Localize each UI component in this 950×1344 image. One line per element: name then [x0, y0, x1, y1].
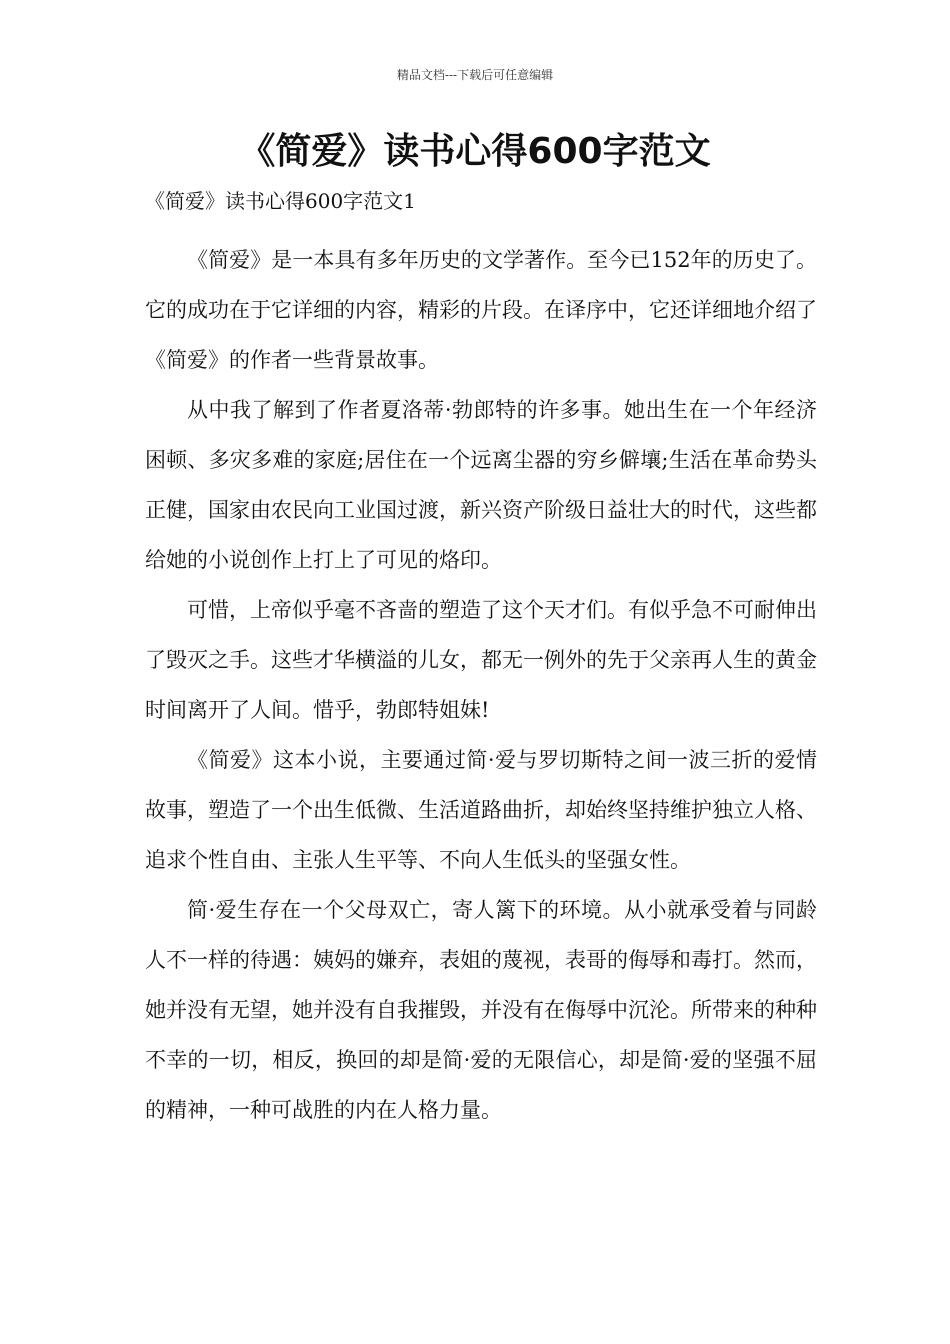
- paragraph-5: 简·爱生存在一个父母双亡，寄人篱下的环境。从小就承受着与同龄人不一样的待遇：姨妈的嫌弃，表姐的蔑视，表哥的侮辱和毒打。然而，她并没有无望，她并没有自我摧毁，并没有在侮辱中沉沦。所带来的种种不幸的一切，相反，换回的却是简·爱的无限信心，却是简·爱的坚强不屈的精神，一种可战胜的内在人格力量。: [145, 898, 817, 1122]
- paragraph-1: 《简爱》是一本具有多年历史的文学著作。至今已152年的历史了。它的成功在于它详细的内容，精彩的片段。在译序中，它还详细地介绍了《简爱》的作者一些背景故事。: [145, 248, 817, 372]
- paragraph-3: 可惜，上帝似乎毫不吝啬的塑造了这个天才们。有似乎急不可耐伸出了毁灭之手。这些才华横溢的儿女，都无一例外的先于父亲再人生的黄金时间离开了人间。惜乎，勃郎特姐妹!: [145, 598, 817, 722]
- paragraph-2: 从中我了解到了作者夏洛蒂·勃郎特的许多事。她出生在一个年经济困顿、多灾多难的家庭;居住在一个远离尘器的穷乡僻壤;生活在革命势头正健，国家由农民向工业国过渡，新兴资产阶级日益壮大的时代，这些都给她的小说创作上打上了可见的烙印。: [145, 398, 817, 572]
- document-title: 《简爱》读书心得600字范文: [239, 131, 711, 172]
- paragraph-4: 《简爱》这本小说，主要通过简·爱与罗切斯特之间一波三折的爱情故事，塑造了一个出生低微、生活道路曲折，却始终坚持维护独立人格、追求个性自由、主张人生平等、不向人生低头的坚强女性。: [145, 748, 817, 872]
- body-text: [145, 235, 817, 1135]
- section-subtitle: 《简爱》读书心得600字范文1: [145, 189, 416, 213]
- header-note: 精品文档---下载后可任意编辑: [396, 68, 554, 82]
